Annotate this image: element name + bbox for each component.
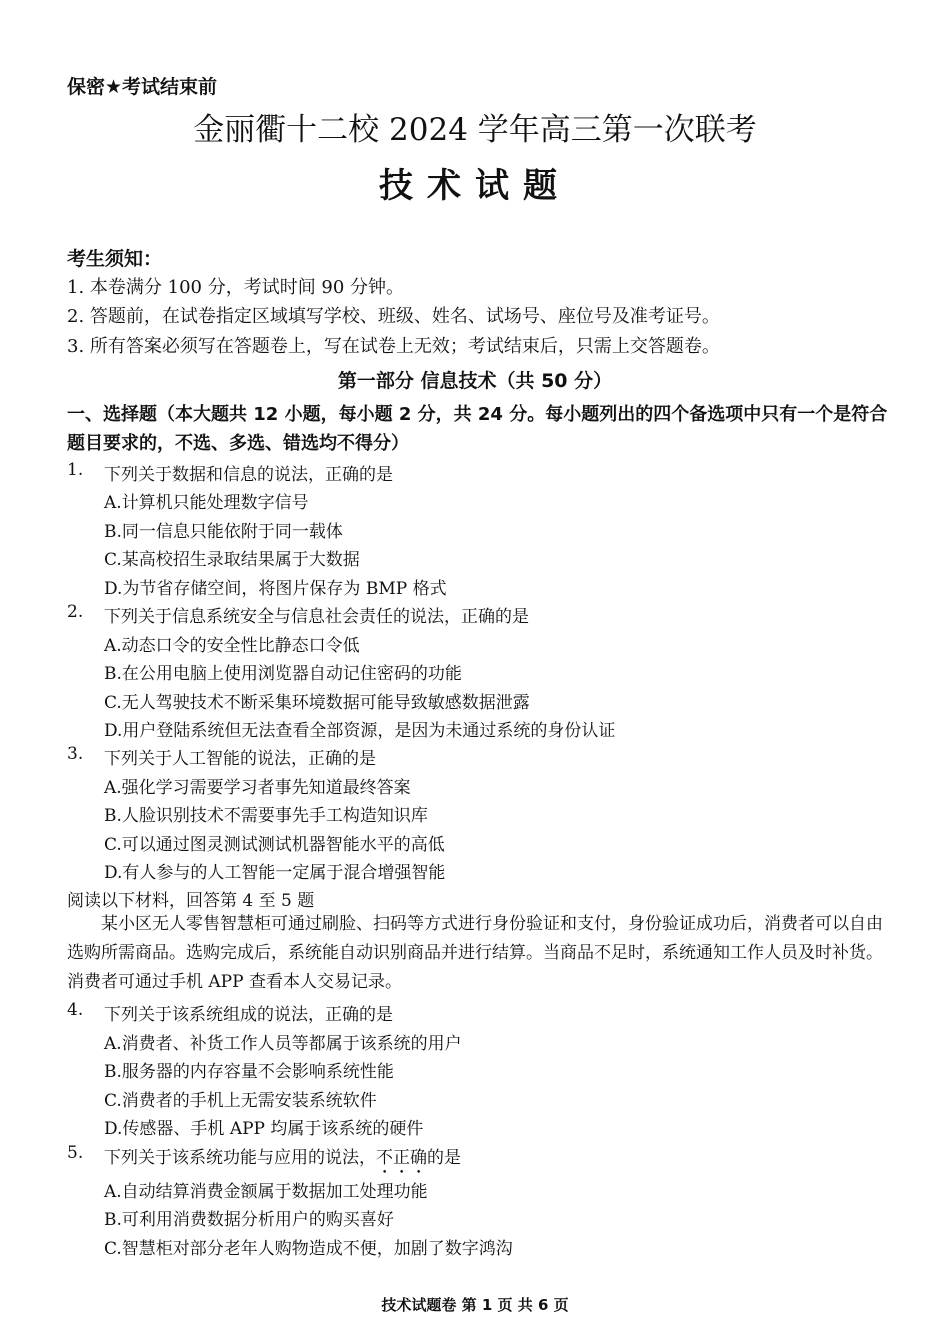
option-c: C.消费者的手机上无需安装系统软件	[104, 1091, 377, 1111]
option-d: D.为节省存储空间，将图片保存为 BMP 格式	[104, 579, 447, 599]
option-c: C.某高校招生录取结果属于大数据	[104, 550, 360, 570]
exam-subject: 技术试题	[379, 166, 571, 206]
page-footer: 技术试题卷 第 1 页 共 6 页	[381, 1296, 569, 1314]
option-c: C.可以通过图灵测试测试机器智能水平的高低	[104, 835, 445, 855]
option-b: B.同一信息只能依附于同一载体	[104, 522, 343, 542]
option-d: D.有人参与的人工智能一定属于混合增强智能	[104, 863, 446, 883]
part-title: 第一部分 信息技术（共 50 分）	[337, 370, 613, 392]
question-number: 2.	[67, 602, 84, 622]
question-number: 5.	[67, 1143, 84, 1163]
reading-intro: 阅读以下材料，回答第 4 至 5 题	[67, 891, 315, 911]
question-stem: 下列关于该系统组成的说法，正确的是	[104, 1005, 393, 1025]
notice-heading: 考生须知：	[67, 248, 163, 270]
option-a: A.消费者、补货工作人员等都属于该系统的用户	[104, 1034, 462, 1054]
option-b: B.服务器的内存容量不会影响系统性能	[104, 1062, 394, 1082]
option-a: A.计算机只能处理数字信号	[104, 493, 309, 513]
exam-title: 金丽衢十二校 2024 学年高三第一次联考	[193, 112, 757, 148]
option-b: B.在公用电脑上使用浏览器自动记住密码的功能	[104, 664, 462, 684]
confidential-label: 保密★考试结束前	[67, 76, 218, 98]
section-title: 一、选择题（本大题共 12 小题，每小题 2 分，共 24 分。每小题列出的四个备选项中只有一个是符合 题目要求的，不选、多选、错选均不得分）	[67, 404, 924, 454]
notice-item: 2. 答题前，在试卷指定区域填写学校、班级、姓名、试场号、座位号及准考证号。	[67, 306, 720, 327]
option-d: D.用户登陆系统但无法查看全部资源，是因为未通过系统的身份认证	[104, 721, 616, 741]
question-number: 1.	[67, 460, 84, 480]
option-b: B.人脸识别技术不需要事先手工构造知识库	[104, 806, 428, 826]
question-number: 3.	[67, 744, 84, 764]
stem-text: 的是	[427, 1148, 461, 1168]
option-a: A.强化学习需要学习者事先知道最终答案	[104, 778, 411, 798]
notice-item: 3. 所有答案必须写在答题卷上，写在试卷上无效；考试结束后，只需上交答题卷。	[67, 336, 720, 357]
option-a: A.自动结算消费金额属于数据加工处理功能	[104, 1182, 428, 1202]
option-b: B.可利用消费数据分析用户的购买喜好	[104, 1210, 394, 1230]
question-stem	[104, 1143, 461, 1178]
option-d: D.传感器、手机 APP 均属于该系统的硬件	[104, 1119, 424, 1139]
question-stem: 下列关于数据和信息的说法，正确的是	[104, 465, 393, 485]
stem-text: 下列关于该系统功能与应用的说法，	[104, 1148, 376, 1168]
notice-item: 1. 本卷满分 100 分，考试时间 90 分钟。	[67, 277, 405, 298]
reading-passage: 某小区无人零售智慧柜可通过刷脸、扫码等方式进行身份验证和支付，身份验证成功后，消费者可以自由选购所需商品。选购完成后，系统能自动识别商品并进行结算。当商品不足时，系统通知工作人员及时补货。消费者可通过手机 APP 查看本人交易记录。	[67, 914, 883, 992]
option-c: C.无人驾驶技术不断采集环境数据可能导致敏感数据泄露	[104, 693, 530, 713]
option-c: C.智慧柜对部分老年人购物造成不便，加剧了数字鸿沟	[104, 1239, 513, 1259]
question-stem: 下列关于人工智能的说法，正确的是	[104, 749, 376, 769]
question-number: 4.	[67, 1000, 84, 1020]
option-a: A.动态口令的安全性比静态口令低	[104, 636, 360, 656]
emphasized-word: 不正确	[376, 1148, 427, 1168]
question-stem: 下列关于信息系统安全与信息社会责任的说法，正确的是	[104, 607, 529, 627]
